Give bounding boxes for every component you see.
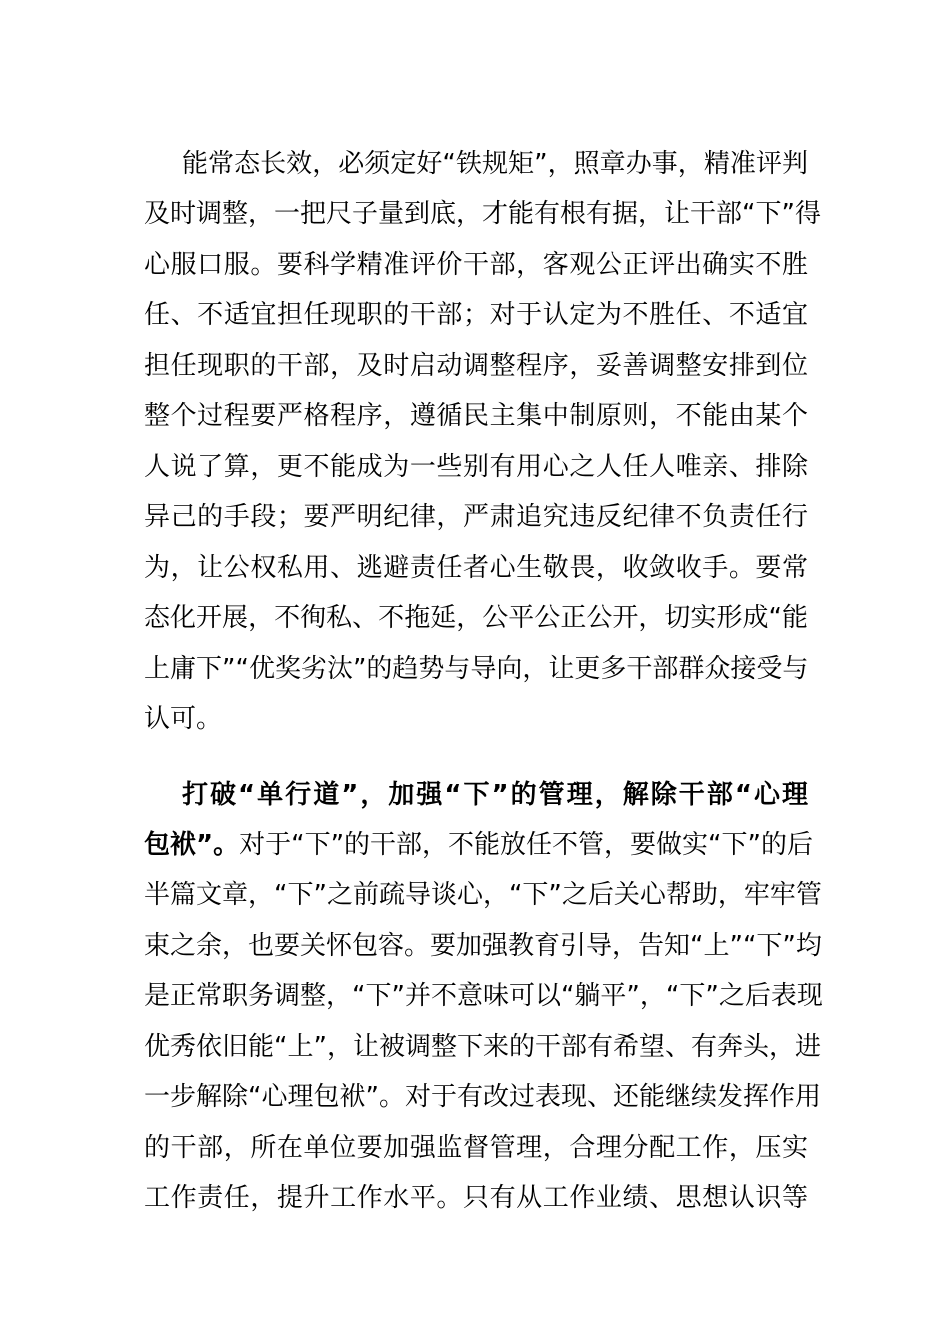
paragraph-line: 任、不适宜担任现职的干部；对于认定为不胜任、不适宜 — [144, 300, 808, 330]
paragraph-line: 为，让公权私用、逃避责任者心生敬畏，收敛收手。要常 — [144, 553, 808, 583]
paragraph-line: 担任现职的干部，及时启动调整程序，妥善调整安排到位 — [144, 351, 808, 381]
paragraph-line: 能常态长效，必须定好“铁规矩”，照章办事，精准评判 — [182, 149, 808, 179]
paragraph-line-text: 对于“下”的干部，不能放任不管，要做实“下”的后 — [239, 830, 813, 860]
paragraph-line: 的干部，所在单位要加强监督管理，合理分配工作，压实 — [144, 1133, 808, 1163]
paragraph-line: 半篇文章，“下”之前疏导谈心，“下”之后关心帮助，牢牢管 — [144, 880, 822, 910]
paragraph-line: 及时调整，一把尺子量到底，才能有根有据，让干部“下”得 — [144, 199, 821, 229]
paragraph-line: 优秀依旧能“上”，让被调整下来的干部有希望、有奔头，进 — [144, 1032, 821, 1062]
paragraph-line: 整个过程要严格程序，遵循民主集中制原则，不能由某个 — [144, 401, 808, 431]
paragraph-line: 心服口服。要科学精准评价干部，客观公正评出确实不胜 — [144, 250, 808, 280]
section-heading: 打破“单行道”，加强“下”的管理，解除干部“心理 — [182, 780, 808, 810]
paragraph-line: 态化开展，不徇私、不拖延，公平公正公开，切实形成“能 — [144, 603, 808, 633]
paragraph-line: 人说了算，更不能成为一些别有用心之人任人唯亲、排除 — [144, 452, 808, 482]
paragraph-line: 工作责任，提升工作水平。只有从工作业绩、思想认识等 — [144, 1183, 808, 1213]
paragraph-line: 认可。 — [144, 704, 223, 734]
section-heading-end: 包袱”。 — [144, 830, 240, 860]
paragraph-line: 异己的手段；要严明纪律，严肃追究违反纪律不负责任行 — [144, 502, 808, 532]
paragraph-line — [144, 820, 813, 870]
paragraph-line: 束之余，也要关怀包容。要加强教育引导，告知“上”“下”均 — [144, 931, 822, 961]
paragraph-line: 一步解除“心理包袱”。对于有改过表现、还能继续发挥作用 — [144, 1082, 821, 1112]
paragraph-line: 是正常职务调整，“下”并不意味可以“躺平”，“下”之后表现 — [144, 981, 823, 1011]
paragraph-line: 上庸下”“优奖劣汰”的趋势与导向，让更多干部群众接受与 — [144, 654, 809, 684]
